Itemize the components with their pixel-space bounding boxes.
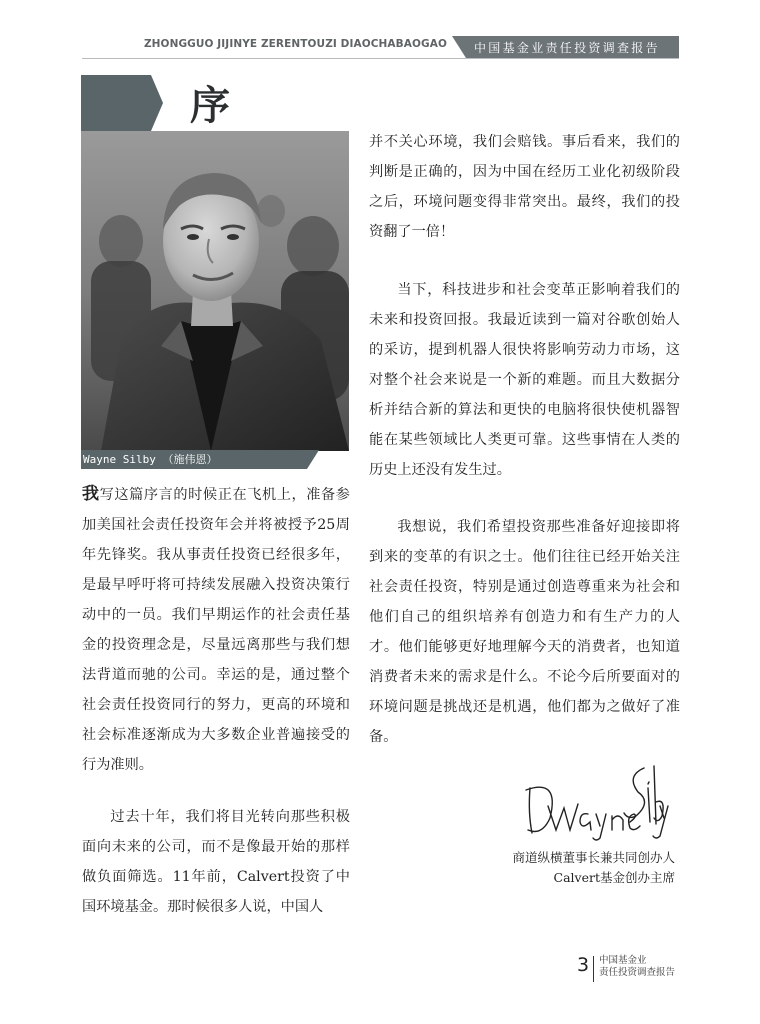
header-rule (82, 58, 679, 59)
paragraph-1-text: 写这篇序言的时候正在飞机上，准备参加美国社会责任投资年会并将被授予25周年先锋奖。我从事责任投资已经很多年，是最早呼吁将可持续发展融入投资决策行动中的一员。我们早期运作的社会责任基金的投资理念是，尽量远离那些与我们想法背道而驰的公司。幸运的是，通过整个社会责任投资同行的努力，更高的环境和社会标准逐渐成为大多数企业普遍接受的行为准则。 (82, 487, 350, 773)
handwritten-signature (520, 758, 670, 843)
header-title-tab (452, 36, 679, 58)
footer-report-name (599, 955, 675, 979)
signature-name: DWayne Silby (520, 758, 527, 759)
paragraph-3: 并不关心环境，我们会赔钱。事后看来，我们的判断是正确的，因为中国在经历工业化初级阶段之后，环境问题变得非常突出。最终，我们的投资翻了一倍！ (369, 134, 680, 240)
paragraph-5: 我想说，我们希望投资那些准备好迎接即将到来的变革的有识之士。他们往往已经开始关注社会责任投资，特别是通过创造尊重来为社会和他们自己的组织培养有创造力和有生产力的人才。他们能够更好地理解今天的消费者，也知道消费者未来的需求是什么。不论今后所要面对的环境问题是挑战还是机遇，他们都为之做好了准备。 (369, 519, 680, 745)
dropcap: 我 (82, 484, 100, 504)
footer-line-1: 中国基金业 (599, 955, 647, 966)
title-band (81, 75, 163, 131)
header-title: 中国基金业责任投资调查报告 (474, 41, 660, 55)
signer-title-1: 商道纵横董事长兼共同创办人 (512, 850, 675, 865)
section-title: 序 (190, 82, 230, 129)
signer-title-2: Calvert基金创办主席 (553, 870, 675, 885)
portrait-photo (81, 131, 349, 451)
footer-line-2: 责任投资调查报告 (599, 967, 676, 978)
page-number: 3 (577, 954, 590, 976)
signature-block (490, 848, 675, 888)
footer-divider (593, 956, 594, 982)
header-pinyin: ZHONGGUO JIJINYE ZERENTOUZI DIAOCHABAOGAO (143, 38, 447, 50)
paragraph-4: 当下，科技进步和社会变革正影响着我们的未来和投资回报。我最近读到一篇对谷歌创始人的采访，提到机器人很快将影响劳动力市场，这对整个社会来说是一个新的难题。而且大数据分析并结合新的算法和更快的电脑将很快使机器智能在某些领域比人类更可靠。这些事情在人类的历史上还没有发生过。 (369, 282, 680, 478)
photo-caption: Wayne Silby （施伟恩） (83, 453, 218, 466)
paragraph-1 (82, 479, 350, 780)
paragraph-2: 过去十年，我们将目光转向那些积极面向未来的公司，而不是像最开始的那样做负面筛选。11年前，Calvert投资了中国环境基金。那时候很多人说，中国人 (82, 809, 350, 915)
